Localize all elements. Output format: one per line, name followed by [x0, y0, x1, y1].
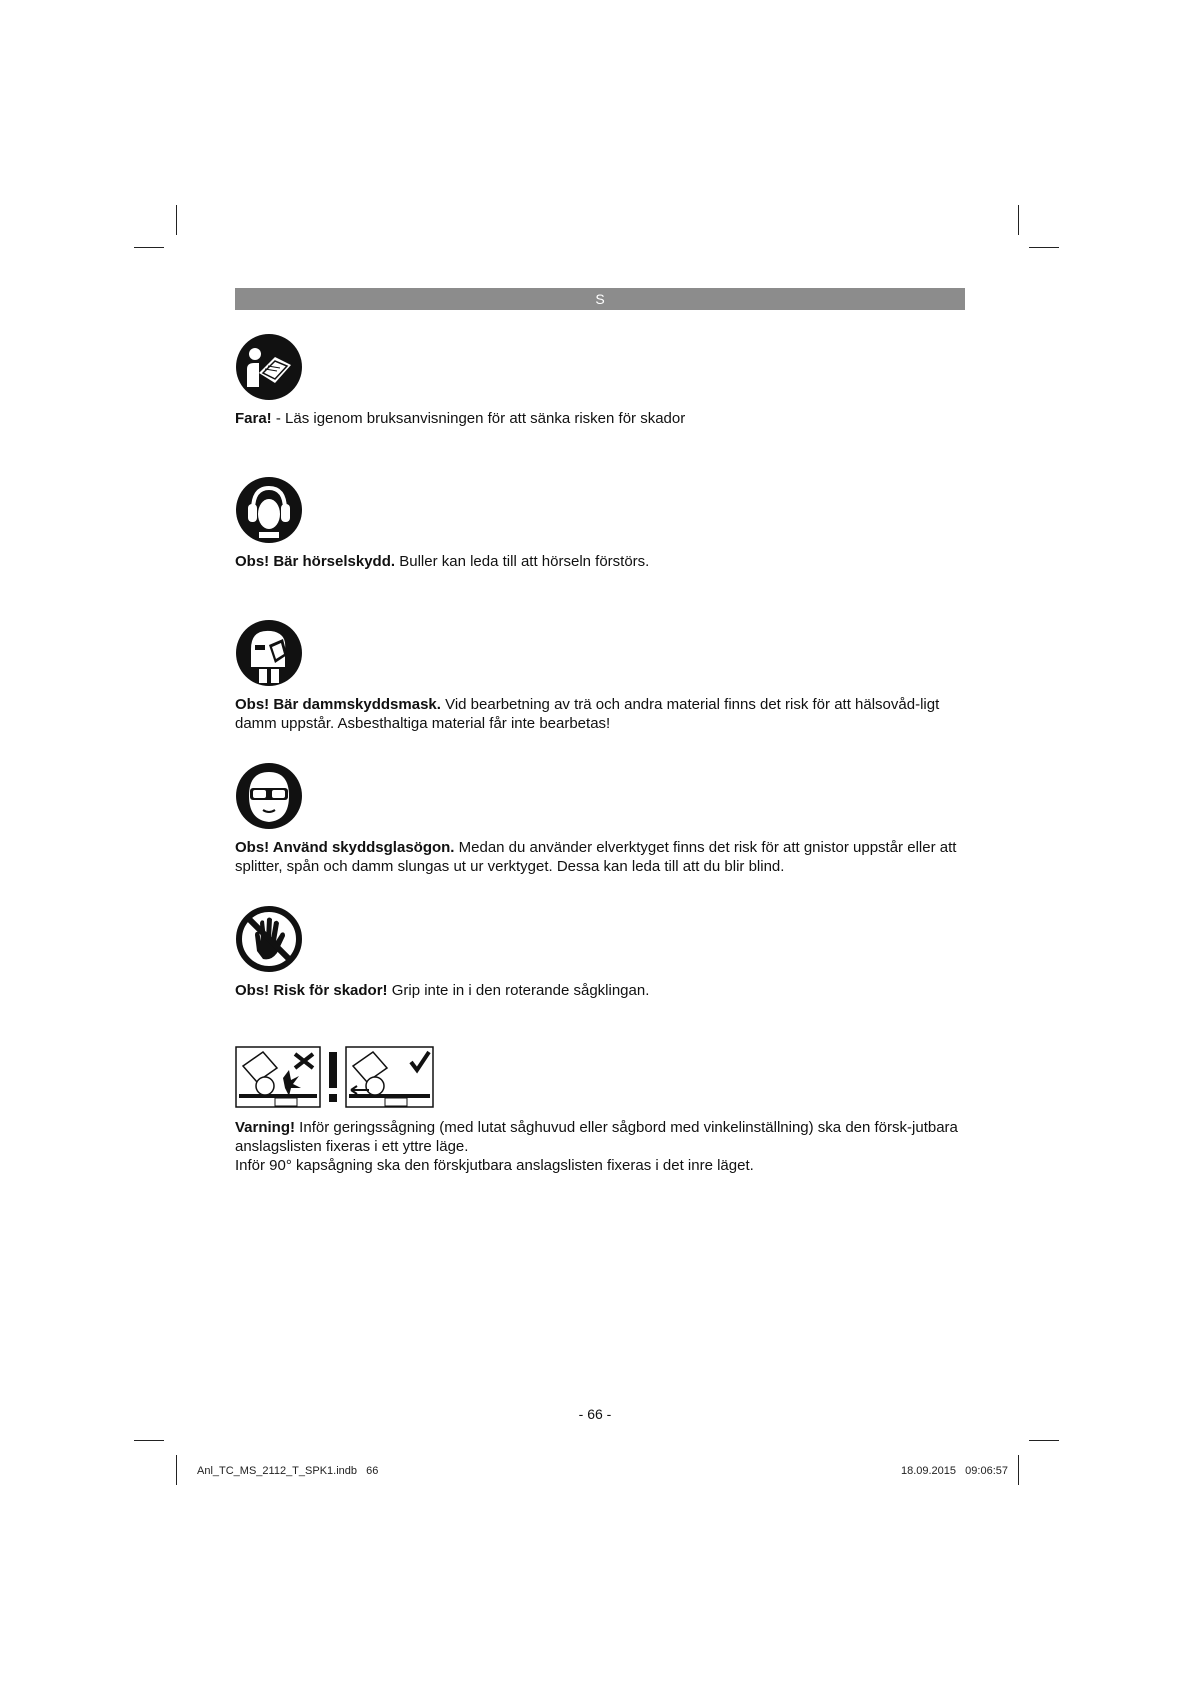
warning-text: Fara! - Läs igenom bruksanvisningen för att sänka risken för skador — [235, 410, 686, 427]
no-hand-icon — [235, 905, 303, 973]
warning-text: Obs! Risk för skador! Grip inte in i den roterande sågklingan. — [235, 982, 650, 999]
safety-goggles-icon — [235, 762, 303, 830]
footer-timestamp: 18.09.2015 09:06:57 — [900, 1465, 1008, 1477]
crop-mark — [134, 247, 164, 248]
crop-mark — [176, 205, 177, 235]
warning-no-hand — [235, 905, 965, 1000]
warning-safety-goggles — [235, 762, 965, 876]
warning-text: Obs! Bär hörselskydd. Buller kan leda till att hörseln förstörs. — [235, 553, 650, 570]
dust-mask-icon — [235, 619, 303, 687]
warning-text: Obs! Använd skyddsglasögon. Medan du använder elverktyget finns det risk för att gnistor uppstår eller att splitter, spån och damm slungas ut ur verktyget. Dessa kan leda till att du blir blind. — [235, 839, 957, 875]
crop-mark — [1018, 205, 1019, 235]
warning-ear-protection — [235, 476, 965, 571]
warning-text: Obs! Bär dammskyddsmask. Vid bearbetning av trä och andra material finns det risk för att hälsovåd-ligt damm uppstår. Asbesthaltiga material får inte bearbetas! — [235, 696, 940, 732]
read-manual-icon — [235, 333, 303, 401]
crop-mark — [1018, 1455, 1019, 1485]
warning-read-manual — [235, 333, 965, 428]
crop-mark — [1029, 1440, 1059, 1441]
warning-saw-fence — [235, 1046, 965, 1175]
crop-mark — [176, 1455, 177, 1485]
page-number: - 66 - — [578, 1406, 612, 1422]
saw-fence-warning-icon — [235, 1046, 435, 1108]
footer-filename: Anl_TC_MS_2112_T_SPK1.indb 66 — [197, 1465, 379, 1477]
warning-dust-mask — [235, 619, 965, 733]
language-header-bar: S — [235, 288, 965, 310]
crop-mark — [134, 1440, 164, 1441]
crop-mark — [1029, 247, 1059, 248]
ear-protection-icon — [235, 476, 303, 544]
warning-text: Varning! Inför geringssågning (med lutat såghuvud eller sågbord med vinkelinställning) ska den försk-jutbara anslagslisten fixeras i ett yttre läge. Inför 90° kapsågning ska den förskjutbara anslagslisten fixeras i det inre läget. — [235, 1119, 958, 1174]
